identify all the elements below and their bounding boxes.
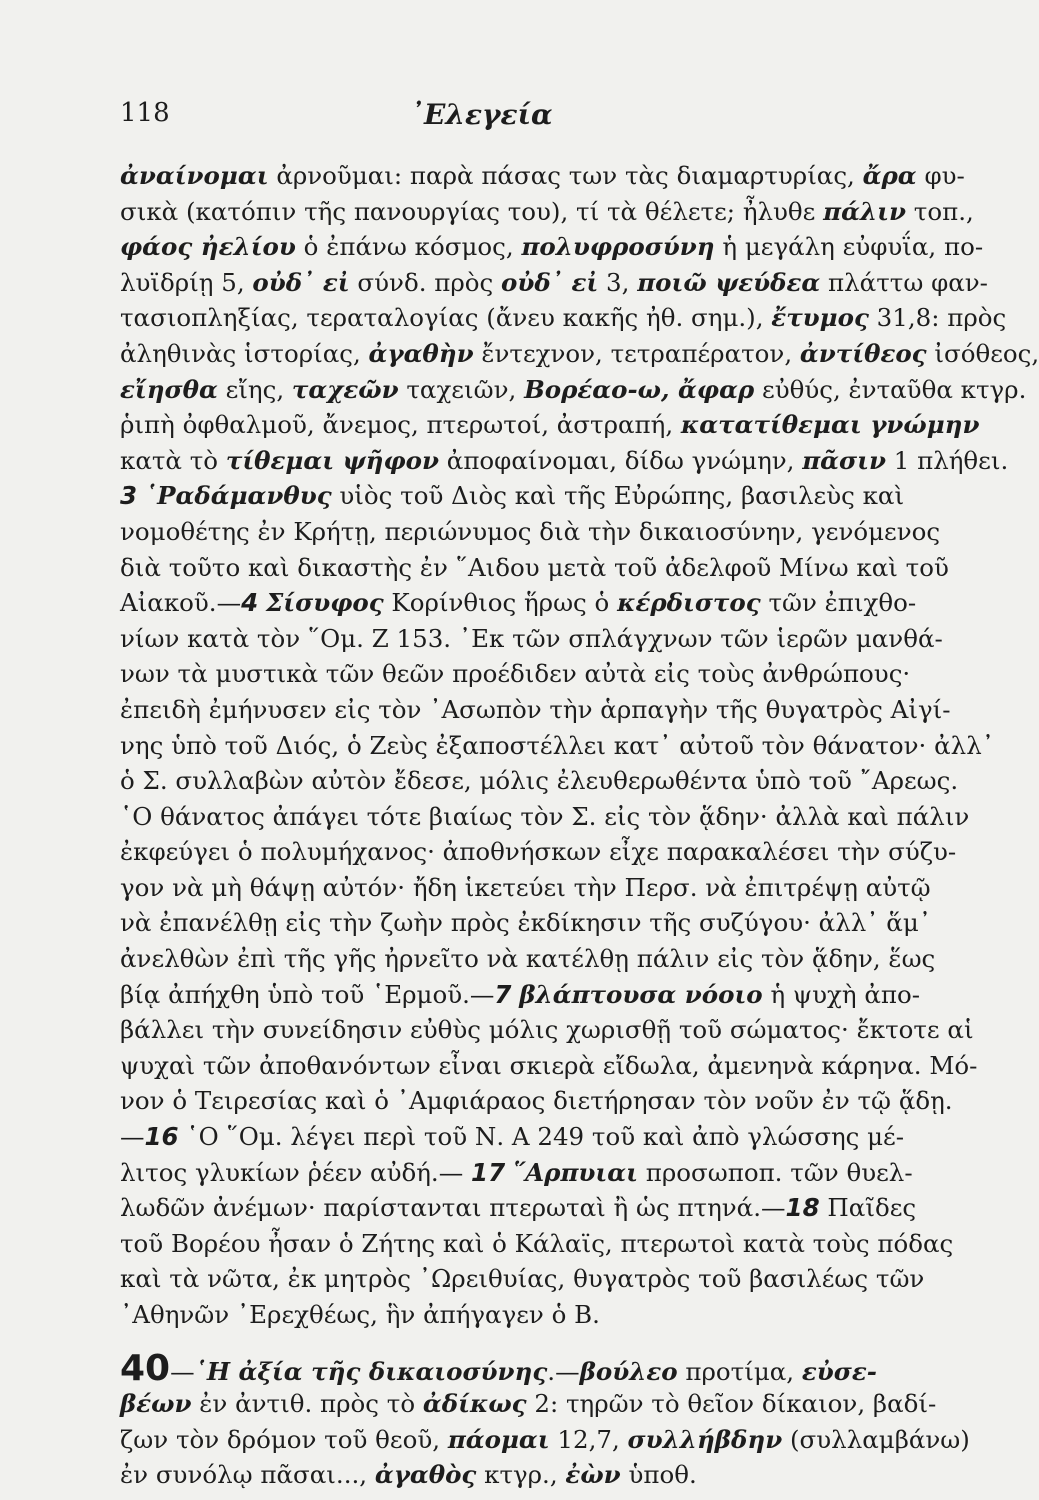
text-line — [120, 692, 951, 728]
text-line — [120, 1347, 890, 1389]
text-run: ὑποθ. — [620, 1460, 697, 1490]
text-line — [120, 1422, 970, 1458]
text-run: τασιοπληξίας, τεραταλογίας (ἄνευ κακῆς ἠθ. σημ.), — [120, 303, 772, 333]
text-run: ἐκφεύγει ὁ πολυμήχανος· ἀποθνήσκων εἶχε παρακαλέσει τὴν σύζυ- — [120, 837, 957, 867]
lemma: ἀγαθὴν — [368, 338, 474, 368]
text-run: προτίμα, — [677, 1356, 802, 1386]
lemma: βέων — [120, 1389, 192, 1419]
text-run: 2: τηρῶν τὸ θεῖον δίκαιον, βαδί- — [526, 1389, 937, 1419]
text-line — [120, 300, 1007, 336]
text-line — [120, 478, 905, 514]
line-reference: 7 — [494, 979, 512, 1009]
text-run: λιτος γλυκίων ῥέεν αὐδή.— — [120, 1157, 472, 1187]
text-run: τοῦ Βορέου ἦσαν ὁ Ζήτης καὶ ὁ Κάλαϊς, πτερωτοὶ κατὰ τοὺς πόδας — [120, 1228, 954, 1258]
lemma: τίθεμαι ψῆφον — [225, 445, 439, 475]
text-line — [120, 763, 959, 799]
text-run: ἐν συνόλῳ πᾶσαι..., — [120, 1460, 375, 1490]
text-run — [505, 1158, 513, 1187]
text-run: εὐθύς, ἐνταῦθα κτγρ. — [754, 374, 1027, 404]
lemma: εὐσε- — [801, 1356, 877, 1386]
text-line — [120, 1457, 890, 1493]
text-run: λυϊδρίῃ 5, — [120, 267, 253, 297]
text-line — [120, 728, 994, 764]
text-run: τῶν ἐπιχθο- — [760, 588, 917, 618]
text-line — [120, 977, 921, 1013]
text-line — [120, 905, 932, 941]
text-run: ὁ ἐπάνω κόσμος, — [295, 232, 522, 262]
lemma: βούλεο — [579, 1356, 678, 1386]
text-run: νίων κατὰ τὸν ῞Ομ. Ζ 153. ᾿Εκ τῶν σπλάγχνων τῶν ἱερῶν μανθά- — [120, 623, 943, 653]
lemma: ταχεῶν — [291, 374, 399, 404]
text-run: Κορίνθιος ἥρως ὁ — [383, 588, 618, 618]
text-run: (συλλαμβάνω) — [782, 1424, 970, 1454]
text-run: γον νὰ μὴ θάψῃ αὐτόν· ἤδη ἱκετεύει τὴν Περσ. νὰ ἐπιτρέψῃ αὐτῷ — [120, 872, 931, 902]
text-run: ῥιπὴ ὀφθαλμοῦ, ἄνεμος, πτερωτοί, ἀστραπή, — [120, 410, 681, 440]
text-line — [120, 585, 917, 621]
text-run: καὶ τὰ νῶτα, ἐκ μητρὸς ᾿Ωρειθυίας, θυγατρὸς τοῦ βασιλέως τῶν — [120, 1264, 925, 1294]
text-run: ῾Ο ῞Ομ. λέγει περὶ τοῦ Ν. Α 249 τοῦ καὶ ἀπὸ γλώσσης μέ- — [178, 1122, 905, 1152]
text-run: νον ὁ Τειρεσίας καὶ ὁ ᾿Αμφιάραος διετήρησαν τὸν νοῦν ἐν τῷ ᾅδῃ. — [120, 1086, 953, 1116]
text-run: 12,7, — [549, 1424, 628, 1454]
text-run: ἡ μεγάλη εὐφυΐα, πο- — [714, 232, 984, 262]
text-run: προσωποπ. τῶν θυελ- — [637, 1157, 913, 1187]
text-run: ἐν ἀντιθ. πρὸς τὸ — [191, 1389, 423, 1419]
text-line — [120, 1119, 905, 1155]
running-title: ᾿Ελεγεία — [410, 98, 553, 131]
lemma: ἔτυμος — [771, 303, 869, 333]
text-run: ῾Ο θάνατος ἀπάγει τότε βιαίως τὸν Σ. εἰς τὸν ᾅδην· ἀλλὰ καὶ πάλιν — [120, 801, 970, 831]
lemma: πάομαι — [447, 1424, 550, 1454]
poem-number: 40 — [120, 1347, 171, 1389]
lemma: Σίσυφος — [265, 588, 384, 618]
lemma: ἐὼν — [565, 1460, 621, 1490]
text-line — [120, 194, 974, 230]
text-line — [120, 1048, 978, 1084]
text-run: 3, — [598, 267, 638, 297]
text-run: ἀρνοῦμαι: παρὰ πάσας των τὰς διαμαρτυρίας, — [268, 161, 863, 190]
text-run: ταχειῶν, — [398, 374, 525, 404]
text-line — [120, 1386, 937, 1422]
lemma: κέρδιστος — [617, 588, 761, 618]
text-run: υἱὸς τοῦ Διὸς καὶ τῆς Εὐρώπης, βασιλεὺς καὶ — [331, 481, 905, 511]
text-line — [120, 1012, 974, 1048]
text-run: — — [170, 1356, 195, 1386]
lemma: βλάπτουσα νόοιο — [519, 979, 763, 1009]
text-line — [120, 1155, 913, 1191]
text-run: 1 πλήθει. — [885, 445, 1009, 475]
lemma: ἀδίκως — [422, 1389, 527, 1419]
text-run: ψυχαὶ τῶν ἀποθανόντων εἶναι σκιερὰ εἴδωλα, ἀμενηνὰ κάρηνα. Μό- — [120, 1050, 978, 1080]
lemma: πάλιν — [823, 196, 906, 226]
section-gap — [120, 1333, 890, 1351]
text-run: — — [120, 1122, 145, 1152]
lemma: κατατίθεμαι γνώμην — [680, 410, 980, 440]
page-header — [120, 98, 850, 138]
text-run: ἀνελθὼν ἐπὶ τῆς γῆς ἠρνεῖτο νὰ κατέλθῃ πάλιν εἰς τὸν ᾅδην, ἕως — [120, 944, 936, 974]
lemma: οὐδ᾿ εἰ — [252, 267, 350, 297]
text-line — [120, 870, 931, 906]
text-line — [120, 656, 911, 692]
text-line — [120, 1190, 917, 1226]
text-line — [120, 941, 936, 977]
lemma: συλλήβδην — [627, 1424, 783, 1454]
text-line — [120, 799, 970, 835]
line-reference: 17 — [471, 1157, 506, 1187]
text-run: νων τὰ μυστικὰ τῶν θεῶν προέδιδεν αὐτὰ εἰς τοὺς ἀνθρώπους· — [120, 659, 911, 689]
text-run: ἰσόθεος, — [926, 338, 1039, 368]
line-reference: 16 — [144, 1122, 179, 1152]
lemma: ῞Αρπυιαι — [512, 1157, 638, 1187]
line-reference: 18 — [785, 1193, 820, 1223]
text-run: ἡ ψυχὴ ἀπο- — [762, 979, 921, 1009]
text-run: εἴης, — [217, 374, 292, 404]
text-run: ζων τὸν δρόμον τοῦ θεοῦ, — [120, 1424, 448, 1454]
text-line — [120, 407, 980, 443]
text-run: κατὰ τὸ — [120, 445, 226, 475]
text-line — [120, 229, 984, 265]
line-reference: 3 — [120, 481, 138, 511]
text-run: ὁ Σ. συλλαβὼν αὐτὸν ἔδεσε, μόλις ἐλευθερωθέντα ὑπὸ τοῦ ῎Αρεως. — [120, 766, 959, 796]
text-run: φυ- — [916, 161, 965, 190]
text-line — [120, 372, 1027, 408]
lemma: ἄρα — [862, 161, 917, 190]
text-line — [120, 1261, 925, 1297]
text-run: ἀληθινὰς ἱστορίας, — [120, 338, 369, 368]
text-run: ἐπειδὴ ἐμήνυσεν εἰς τὸν ᾿Ασωπὸν τὴν ἁρπαγὴν τῆς θυγατρὸς Αἰγί- — [120, 694, 951, 724]
text-line — [120, 336, 1039, 372]
text-run: πλάττω φαν- — [820, 267, 988, 297]
text-run: Αἰακοῦ.— — [120, 588, 242, 618]
lemma: ἀναίνομαι — [120, 161, 269, 190]
page-number: 118 — [120, 98, 170, 128]
text-run: σικὰ (κατόπιν τῆς πανουργίας του), τί τὰ θέλετε; ἦλυθε — [120, 196, 824, 226]
lemma: Βορέαο-ω, ἄφαρ — [524, 374, 755, 404]
lemma: ἀντίθεος — [799, 338, 927, 368]
text-line — [120, 621, 943, 657]
text-line — [120, 514, 941, 550]
text-run: νὰ ἐπανέλθῃ εἰς τὴν ζωὴν πρὸς ἐκδίκησιν τῆς συζύγου· ἀλλ᾿ ἅμ᾿ — [120, 908, 932, 938]
lemma: ποιῶ ψεύδεα — [637, 267, 821, 297]
lemma: ῾Η ἀξία τῆς δικαιοσύνης — [194, 1356, 548, 1386]
text-run: ἔντεχνον, τετραπέρατον, — [473, 338, 800, 368]
line-reference: 4 — [241, 588, 259, 618]
text-run: νομοθέτης ἐν Κρήτῃ, περιώνυμος διὰ τὴν δικαιοσύνην, γενόμενος — [120, 516, 941, 546]
text-run: νης ὑπὸ τοῦ Διός, ὁ Ζεὺς ἐξαποστέλλει κατ᾿ αὐτοῦ τὸν θάνατον· ἀλλ᾿ — [120, 730, 994, 760]
text-run: 31,8: πρὸς — [868, 303, 1007, 333]
lemma: φάος ἠελίου — [120, 232, 296, 262]
text-line — [120, 158, 965, 194]
lemma: ἀγαθὸς — [374, 1460, 477, 1490]
text-line — [120, 550, 949, 586]
commentary-text — [120, 158, 1039, 1493]
lemma: εἴησθα — [120, 374, 218, 404]
text-line — [120, 1083, 953, 1119]
text-run: ἀποφαίνομαι, δίδω γνώμην, — [438, 445, 803, 475]
text-run: βίᾳ ἀπήχθη ὑπὸ τοῦ ῾Ερμοῦ.— — [120, 979, 495, 1009]
lemma: πολυφροσύνη — [521, 232, 715, 262]
text-run: κτγρ., — [476, 1460, 566, 1490]
text-line — [120, 834, 957, 870]
text-run: λωδῶν ἀνέμων· παρίστανται πτερωταὶ ἢ ὡς πτηνά.— — [120, 1193, 786, 1223]
text-line — [120, 1297, 890, 1333]
text-run: Παῖδες — [819, 1193, 917, 1223]
lemma: πᾶσιν — [802, 445, 886, 475]
text-run — [258, 588, 266, 617]
text-run: τοπ., — [906, 196, 974, 226]
text-run: βάλλει τὴν συνείδησιν εὐθὺς μόλις χωρισθῇ τοῦ σώματος· ἔκτοτε αἱ — [120, 1015, 974, 1045]
lemma: ῾Ραδάμανθυς — [144, 481, 332, 511]
text-line — [120, 265, 988, 301]
text-run: σύνδ. πρὸς — [349, 267, 502, 297]
text-line — [120, 443, 1009, 479]
text-run: διὰ τοῦτο καὶ δικαστὴς ἐν ῞Αιδου μετὰ τοῦ ἀδελφοῦ Μίνω καὶ τοῦ — [120, 552, 949, 582]
lemma: οὐδ᾿ εἰ — [501, 267, 599, 297]
text-run: ᾿Αθηνῶν ᾿Ερεχθέως, ἣν ἀπήγαγεν ὁ Β. — [120, 1300, 600, 1329]
text-line — [120, 1226, 954, 1262]
text-run: .— — [547, 1356, 580, 1386]
text-run — [137, 481, 145, 510]
